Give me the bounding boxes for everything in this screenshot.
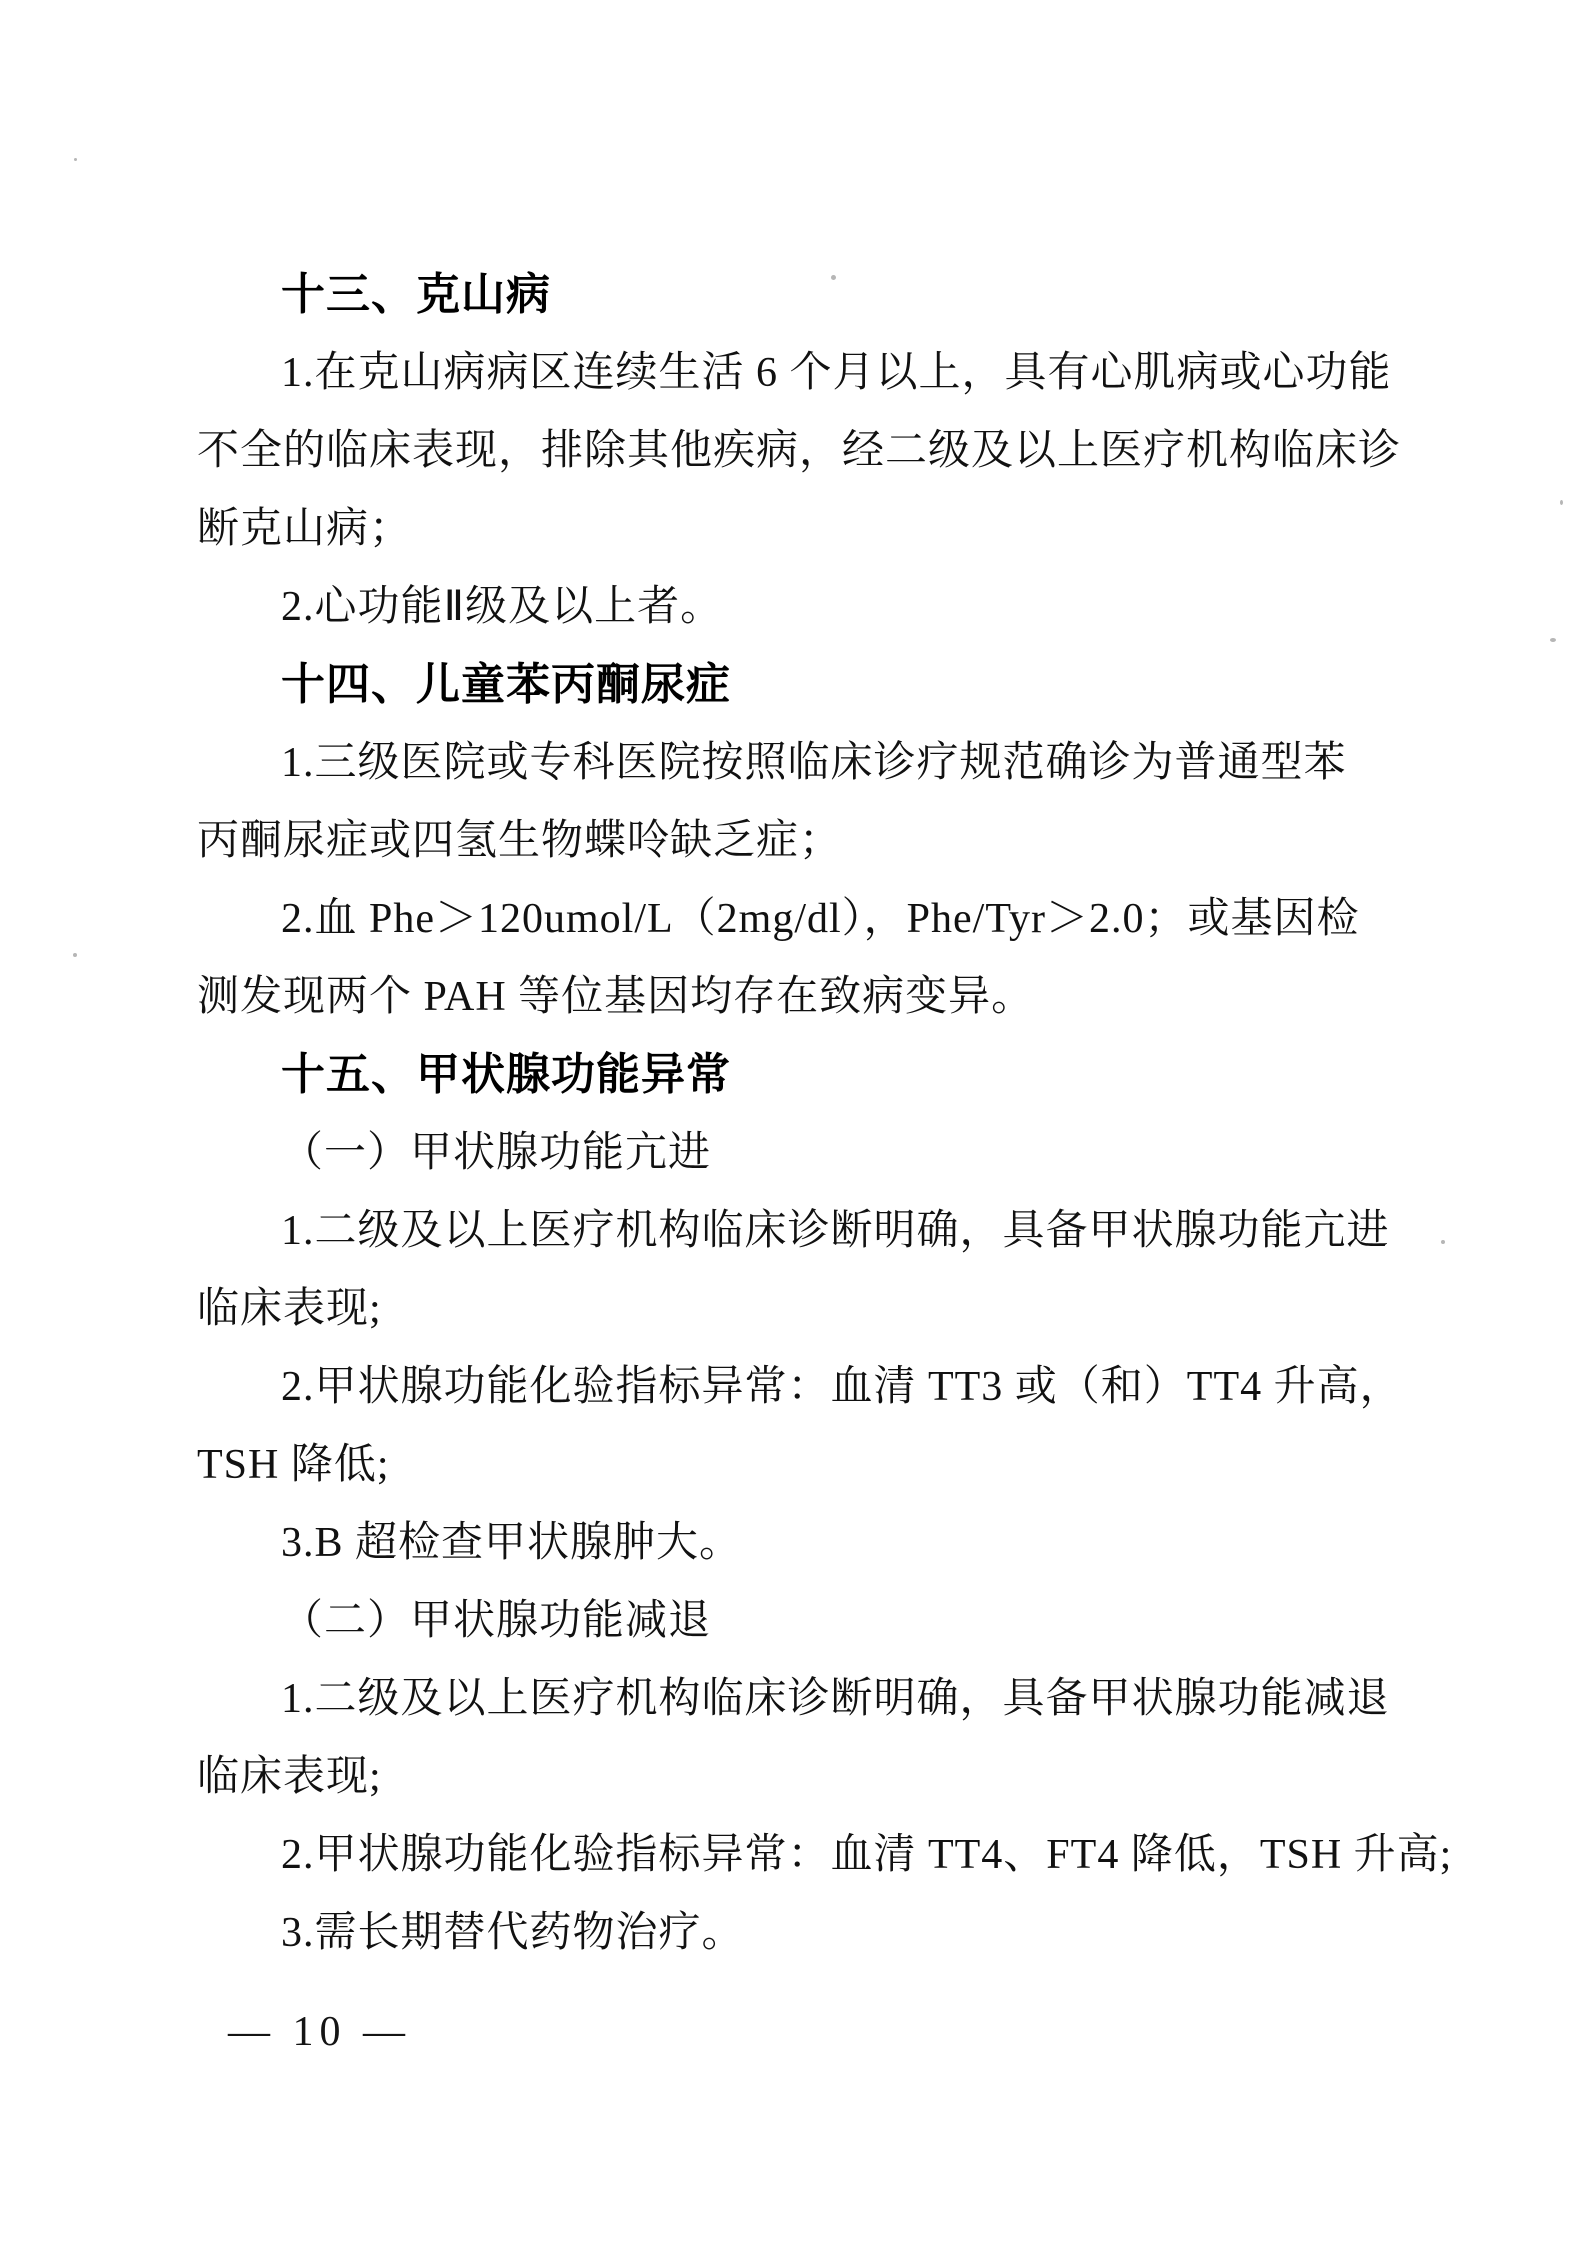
body-line: 2.甲状腺功能化验指标异常：血清 TT4、FT4 降低，TSH 升高; (281, 1832, 1453, 1878)
section-heading-15: 十五、甲状腺功能异常 (281, 1050, 731, 1099)
body-line: TSH 降低; (197, 1442, 390, 1488)
body-line: 1.在克山病病区连续生活 6 个月以上，具有心肌病或心功能 (281, 350, 1392, 396)
sub-heading-line: （二）甲状腺功能减退 (281, 1598, 712, 1644)
section-heading-14: 十四、儿童苯丙酮尿症 (281, 660, 731, 709)
body-line: 临床表现; (197, 1754, 382, 1800)
scan-speck (74, 158, 77, 161)
body-line: 3.B 超检查甲状腺肿大。 (281, 1520, 743, 1566)
body-line: 临床表现; (197, 1286, 382, 1332)
body-line: 1.二级及以上医疗机构临床诊断明确，具备甲状腺功能减退 (281, 1676, 1390, 1722)
body-line: 1.三级医院或专科医院按照临床诊疗规范确诊为普通型苯 (281, 740, 1347, 786)
section-heading-13: 十三、克山病 (281, 270, 551, 319)
page-number: — 10 — (228, 2009, 411, 2055)
body-line: 不全的临床表现，排除其他疾病，经二级及以上医疗机构临床诊 (197, 428, 1402, 474)
body-line: 2.心功能Ⅱ级及以上者。 (281, 584, 724, 630)
scan-speck (73, 953, 77, 957)
scan-speck (1560, 500, 1563, 505)
scan-speck (1441, 1240, 1445, 1244)
body-line: 1.二级及以上医疗机构临床诊断明确，具备甲状腺功能亢进 (281, 1208, 1390, 1254)
body-line: 丙酮尿症或四氢生物蝶呤缺乏症； (197, 818, 843, 864)
document-body (197, 256, 1453, 1972)
scan-speck (1550, 638, 1556, 642)
body-line: 2.甲状腺功能化验指标异常：血清 TT3 或（和）TT4 升高， (281, 1364, 1403, 1410)
body-line: 3.需长期替代药物治疗。 (281, 1910, 745, 1956)
body-line: 断克山病； (197, 506, 413, 552)
body-line: 测发现两个 PAH 等位基因均存在致病变异。 (197, 974, 1035, 1020)
sub-heading-line: （一）甲状腺功能亢进 (281, 1130, 712, 1176)
scan-speck (831, 275, 836, 280)
body-line: 2.血 Phe＞120umol/L（2mg/dl），Phe/Tyr＞2.0；或基因检 (281, 896, 1360, 942)
